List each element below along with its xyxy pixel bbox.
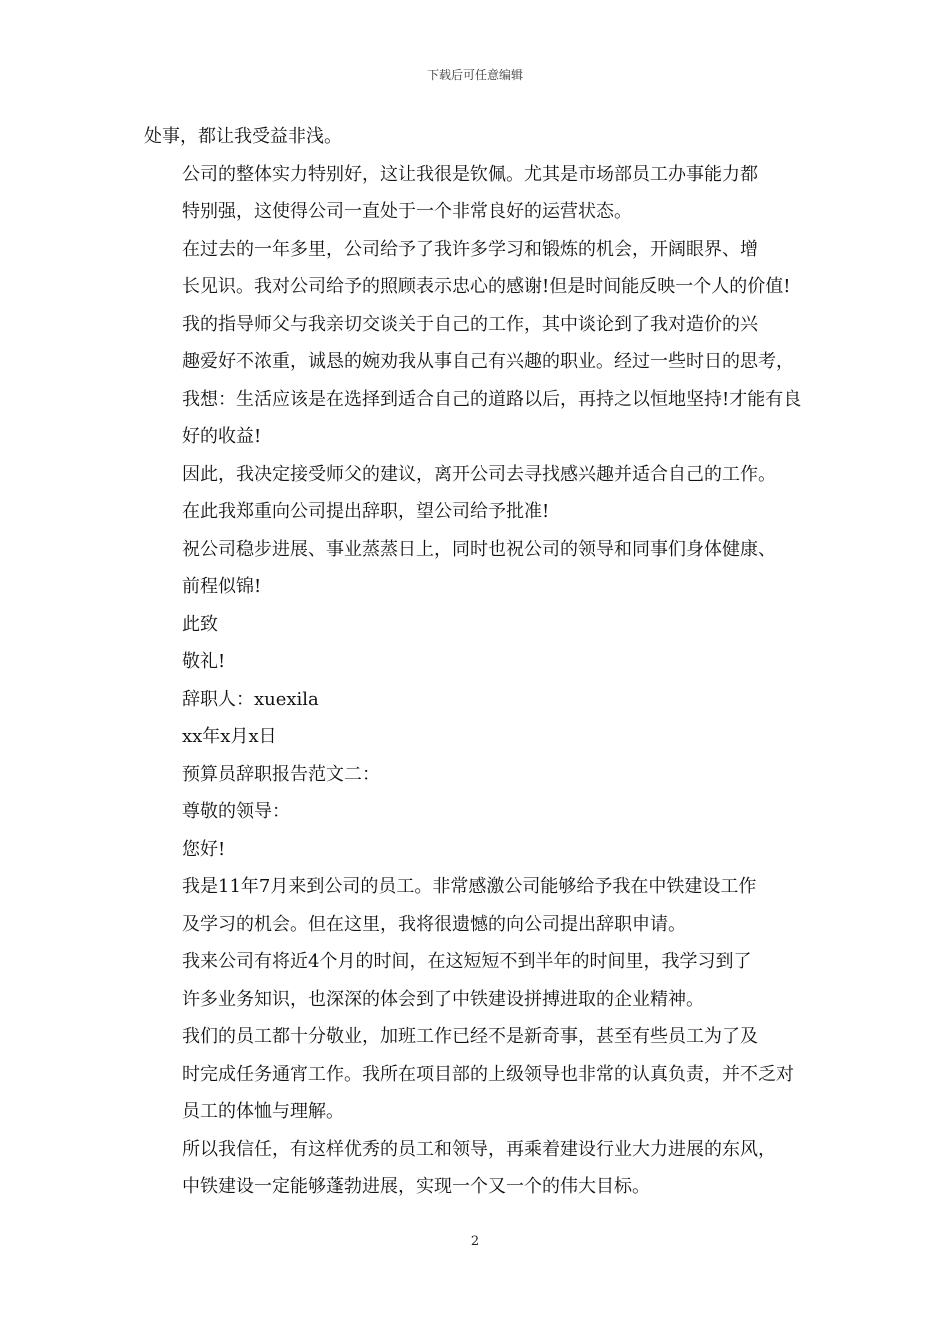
section-heading-sample-two <box>144 756 820 794</box>
text-line: 所以我信任，有这样优秀的员工和领导，再乘着建设行业大力进展的东风， <box>182 1138 776 1160</box>
text-line: 我想：生活应该是在选择到适合自己的道路以后，再持之以恒地坚持!才能有良 <box>182 388 802 410</box>
text-line: 我的指导师父与我亲切交谈关于自己的工作，其中谈论到了我对造价的兴 <box>182 313 758 335</box>
text-line: 长见识。我对公司给予的照顾表示忠心的感谢!但是时间能反映一个人的价值! <box>182 276 791 297</box>
text-line: 我们的员工都十分敬业，加班工作已经不是新奇事，甚至有些员工为了及 <box>182 1026 758 1047</box>
text-line: 祝公司稳步进展、事业蒸蒸日上，同时也祝公司的领导和同事们身体健康、 <box>182 538 776 560</box>
document-body <box>144 118 820 1206</box>
text-line: 时完成任务通宵工作。我所在项目部的上级领导也非常的认真负责，并不乏对 <box>182 1063 794 1085</box>
text-line: 处事，都让我受益非浅。 <box>144 126 342 147</box>
text-line: 尊敬的领导： <box>182 801 290 822</box>
text-line: xx年x月x日 <box>182 726 277 747</box>
text-line: 在此我郑重向公司提出辞职，望公司给予批准! <box>182 501 550 522</box>
paragraph-dedication <box>144 1018 820 1131</box>
text-line: 此致 <box>182 613 218 635</box>
paragraph-company-strength <box>144 156 820 231</box>
date-line <box>144 718 820 756</box>
signature-line <box>144 681 820 719</box>
text-line: 员工的体恤与理解。 <box>182 1101 344 1122</box>
text-line: 好的收益! <box>182 426 262 447</box>
text-line: 公司的整体实力特别好，这让我很是钦佩。尤其是市场部员工办事能力都 <box>182 163 758 185</box>
closing-regards <box>144 643 820 681</box>
paragraph-wishes <box>144 531 820 606</box>
text-line: 特别强，这使得公司一直处于一个非常良好的运营状态。 <box>182 201 632 222</box>
paragraph-continuation <box>144 118 820 156</box>
text-line: 在过去的一年多里，公司给予了我许多学习和锻炼的机会，开阔眼界、增 <box>182 238 758 260</box>
paragraph-past-year <box>144 231 820 306</box>
text-line: 敬礼! <box>182 651 226 672</box>
page-number: 2 <box>470 1234 480 1249</box>
text-line: 我来公司有将近4个月的时间，在这短短不到半年的时间里，我学习到了 <box>182 951 752 972</box>
text-line: 因此，我决定接受师父的建议，离开公司去寻找感兴趣并适合自己的工作。 <box>182 463 776 485</box>
text-line: 中铁建设一定能够蓬勃进展，实现一个又一个的伟大目标。 <box>182 1176 650 1197</box>
text-line: 预算员辞职报告范文二： <box>182 763 380 785</box>
page-header: 下载后可任意编辑 <box>426 68 523 82</box>
paragraph-decision <box>144 456 820 531</box>
text-line: 前程似锦! <box>182 576 262 597</box>
text-line: 趣爱好不浓重，诚恳的婉劝我从事自己有兴趣的职业。经过一些时日的思考， <box>182 351 794 372</box>
text-line: 我是11年7月来到公司的员工。非常感激公司能够给予我在中铁建设工作 <box>182 876 757 897</box>
text-line: 辞职人：xuexila <box>182 688 319 710</box>
text-line: 您好! <box>182 838 226 860</box>
closing-salutation <box>144 606 820 644</box>
paragraph-introduction <box>144 868 820 943</box>
greeting-hello <box>144 831 820 869</box>
text-line: 许多业务知识，也深深的体会到了中铁建设拼搏进取的企业精神。 <box>182 988 704 1010</box>
paragraph-confidence <box>144 1131 820 1206</box>
paragraph-mentor <box>144 306 820 456</box>
text-line: 及学习的机会。但在这里，我将很遗憾的向公司提出辞职申请。 <box>182 913 686 935</box>
paragraph-four-months <box>144 943 820 1018</box>
greeting-addressee <box>144 793 820 831</box>
